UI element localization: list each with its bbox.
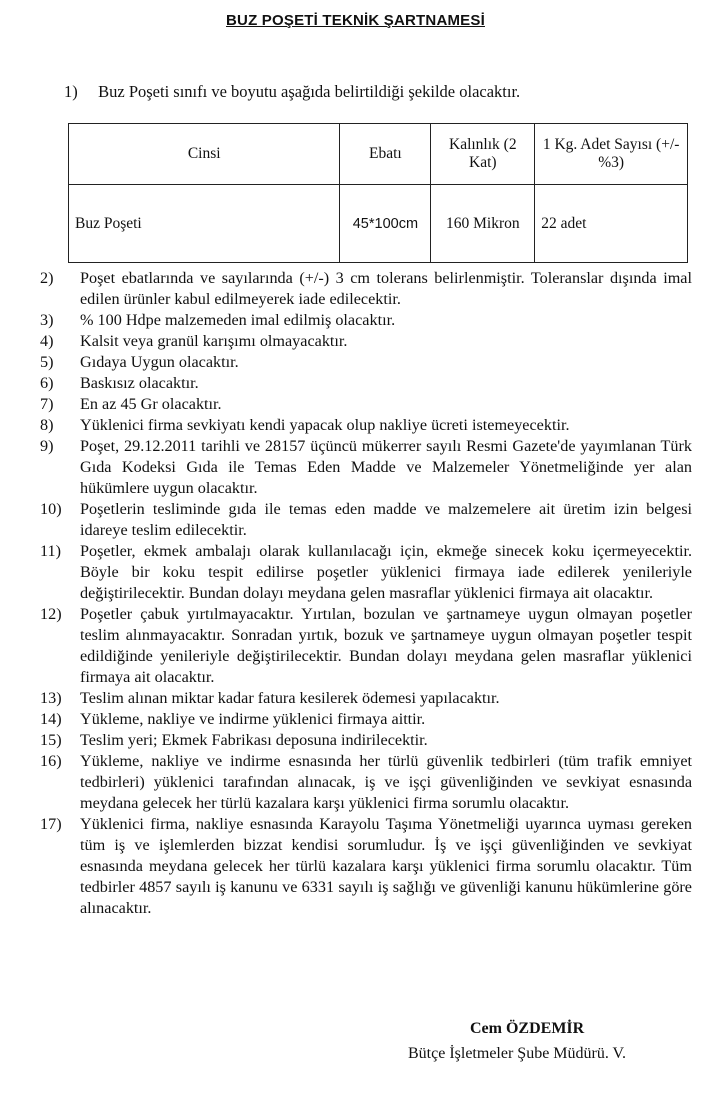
- item-number: 6): [40, 374, 54, 392]
- cell-adet-sayisi: 22 adet: [535, 185, 688, 263]
- item-number: 13): [40, 689, 62, 707]
- header-kalinlik: Kalınlık (2 Kat): [431, 124, 535, 185]
- item-text: Teslim yeri; Ekmek Fabrikası deposuna indirilecektir.: [80, 731, 428, 749]
- item-text: Poşetler, ekmek ambalajı olarak kullanılacağı için, ekmeğe sinecek koku içermeyecektir. Böyle bir koku tespit edilirse poşetler yüklenici firmaya iade edilerek yenileriyle değiştirilecektir. Bundan dolayı meydana gelen masraflar yüklenici firmaya ait olacaktır.: [80, 542, 692, 602]
- item-number: 16): [40, 752, 62, 770]
- list-item: [40, 310, 692, 331]
- item-number: 2): [40, 269, 54, 287]
- cell-cinsi: Buz Poşeti: [69, 185, 340, 263]
- intro-number: 1): [64, 82, 78, 101]
- item-text: Yüklenici firma, nakliye esnasında Karayolu Taşıma Yönetmeliği uyarınca uyması gereken tüm iş ve işlemlerden bizzat kendisi sorumludur. İş ve işçi güvenliğinden ve sevkiyat esnasında meydana gelecek her türlü kazalara karşı yüklenici firma sorumlu olacaktır. Tüm tedbirler 4857 sayılı iş kanunu ve 6331 sayılı iş sağlığı ve güvenliği kanunu hükümlerine göre alınacaktır.: [80, 815, 692, 917]
- list-item: [40, 604, 692, 688]
- list-item: [40, 331, 692, 352]
- header-cinsi: Cinsi: [69, 124, 340, 185]
- document-title: BUZ POŞETİ TEKNİK ŞARTNAMESİ: [226, 12, 485, 29]
- list-item: [40, 730, 692, 751]
- cell-ebati: 45*100cm: [340, 185, 431, 263]
- list-item: [40, 352, 692, 373]
- intro-item: [64, 82, 520, 102]
- header-ebati: Ebatı: [340, 124, 431, 185]
- item-number: 11): [40, 542, 61, 560]
- item-text: Teslim alınan miktar kadar fatura kesilerek ödemesi yapılacaktır.: [80, 689, 500, 707]
- item-number: 5): [40, 353, 54, 371]
- item-text: Poşet ebatlarında ve sayılarında (+/-) 3 cm tolerans belirlenmiştir. Toleranslar dışında imal edilen ürünler kabul edilmeyerek iade edilecektir.: [80, 269, 692, 308]
- header-adet-sayisi: 1 Kg. Adet Sayısı (+/- %3): [535, 124, 688, 185]
- item-text: Poşet, 29.12.2011 tarihli ve 28157 üçüncü mükerrer sayılı Resmi Gazete'de yayımlanan Türk Gıda Kodeksi Gıda ile Temas Eden Madde ve Malzemeler Yönetmeliğinde yer alan hükümlere uygun olacaktır.: [80, 437, 692, 497]
- item-text: Yükleme, nakliye ve indirme esnasında her türlü güvenlik tedbirleri (tüm trafik emniyet tedbirleri) yüklenici tarafından alınacak, iş ve işçi güvenliğinden ve sevkiyat esnasında meydana gelecek her türlü kazalara karşı yüklenici firma sorumlu olacaktır.: [80, 752, 692, 812]
- list-item: [40, 415, 692, 436]
- list-item: [40, 499, 692, 541]
- item-number: 17): [40, 815, 62, 833]
- intro-text: Buz Poşeti sınıfı ve boyutu aşağıda belirtildiği şekilde olacaktır.: [98, 82, 521, 101]
- list-item: [40, 268, 692, 310]
- item-text: Gıdaya Uygun olacaktır.: [80, 353, 239, 371]
- item-text: Poşetler çabuk yırtılmayacaktır. Yırtılan, bozulan ve şartnameye uygun olmayan poşetler teslim alınmayacaktır. Sonradan yırtık, bozuk ve şartnameye uygun olmayan poşetler tespit edildiğinde yenileriyle değiştirilecektir. Bundan dolayı meydana gelen masraflar yüklenici firmaya ait olacaktır.: [80, 605, 692, 686]
- item-text: Kalsit veya granül karışımı olmayacaktır.: [80, 332, 348, 350]
- list-item: [40, 541, 692, 604]
- requirements-list: [40, 268, 692, 919]
- item-text: Yüklenici firma sevkiyatı kendi yapacak olup nakliye ücreti istemeyecektir.: [80, 416, 570, 434]
- item-text: Baskısız olacaktır.: [80, 374, 199, 392]
- item-number: 8): [40, 416, 54, 434]
- table-header-row: [69, 124, 688, 185]
- list-item: [40, 373, 692, 394]
- table-row: [69, 185, 688, 263]
- signature-name: Cem ÖZDEMİR: [470, 1020, 585, 1037]
- cell-kalinlik: 160 Mikron: [431, 185, 535, 263]
- list-item: [40, 814, 692, 919]
- item-number: 9): [40, 437, 54, 455]
- item-text: Poşetlerin tesliminde gıda ile temas eden madde ve malzemelere ait üretim izin belgesi idareye teslim edilecektir.: [80, 500, 692, 539]
- item-number: 4): [40, 332, 54, 350]
- item-number: 14): [40, 710, 62, 728]
- item-text: En az 45 Gr olacaktır.: [80, 395, 222, 413]
- list-item: [40, 394, 692, 415]
- list-item: [40, 688, 692, 709]
- item-text: Yükleme, nakliye ve indirme yüklenici firmaya aittir.: [80, 710, 426, 728]
- item-number: 15): [40, 731, 62, 749]
- item-number: 12): [40, 605, 62, 623]
- spec-table: [68, 123, 688, 263]
- item-number: 7): [40, 395, 54, 413]
- item-number: 3): [40, 311, 54, 329]
- item-number: 10): [40, 500, 62, 518]
- signature-title: Bütçe İşletmeler Şube Müdürü. V.: [408, 1045, 627, 1062]
- list-item: [40, 436, 692, 499]
- list-item: [40, 751, 692, 814]
- item-text: % 100 Hdpe malzemeden imal edilmiş olacaktır.: [80, 311, 396, 329]
- list-item: [40, 709, 692, 730]
